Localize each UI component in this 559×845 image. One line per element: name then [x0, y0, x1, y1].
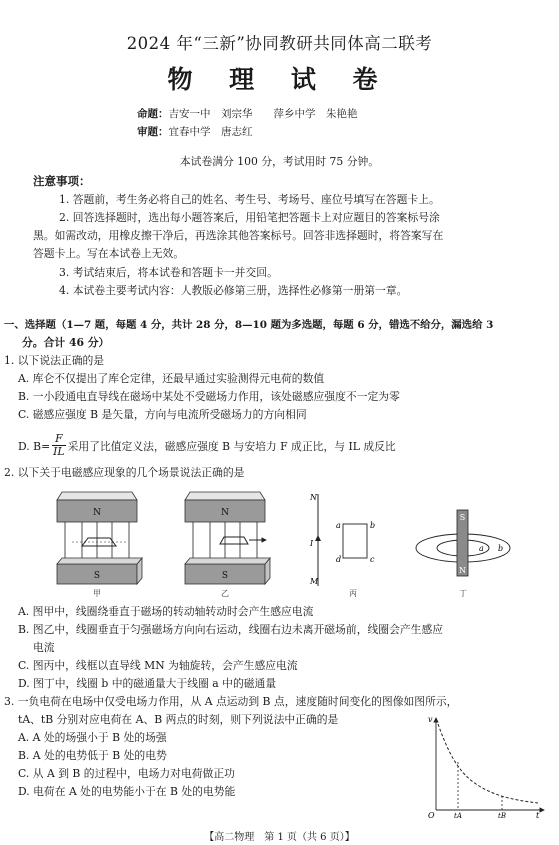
wire-m-label: M [310, 577, 319, 586]
figure-jia [57, 492, 142, 598]
origin-label: O [428, 811, 435, 818]
magnet-s-label: S [459, 513, 466, 522]
t-axis-label: t [536, 811, 540, 818]
notice-item: 4. 本试卷主要考试内容：人教版必修第三册，选择性必修第一册第一章。 [59, 284, 408, 297]
frame-b-label: b [370, 521, 376, 530]
frame-c-label: c [370, 555, 375, 564]
q2-stem: 2. 以下关于电磁感应现象的几个场景说法正确的是 [4, 466, 245, 479]
reviewers-line [137, 124, 253, 139]
frame-d-label: d [336, 555, 342, 564]
s-pole-label: S [221, 571, 229, 581]
q2-option-a: A. 图甲中，线圈绕垂直于磁场的转动轴转动时会产生感应电流 [18, 605, 314, 618]
fraction [52, 433, 65, 458]
coil [220, 537, 248, 544]
tb-label: tB [498, 812, 506, 818]
q2-figures [20, 488, 550, 600]
s-pole-label: S [93, 571, 101, 581]
reviewers: 宜春中学 唐志红 [168, 126, 253, 138]
proposer-label: 命题： [137, 108, 169, 120]
figure-ding [416, 510, 510, 598]
wire-frame [343, 524, 367, 558]
velocity-curve [438, 724, 538, 803]
q3-stem-cont: tA、tB 分别对应电荷在 A、B 两点的时刻，则下列说法中正确的是 [18, 713, 339, 726]
q1-option-d [18, 434, 396, 459]
notice-heading: 注意事项： [33, 174, 91, 188]
q1-stem: 1. 以下说法正确的是 [4, 354, 105, 367]
magnet-n-label: N [459, 566, 466, 575]
q1-option-a: A. 库仑不仅提出了库仑定律，还最早通过实验测得元电荷的数值 [18, 372, 325, 385]
q1-d-prefix: D. B= [18, 440, 51, 453]
current-label: I [310, 539, 314, 548]
notice-item: 2. 回答选择题时，选出每小题答案后，用铅笔把答题卡上对应题目的答案标号涂 [59, 211, 440, 224]
exam-title: 2024 年“三新”协同教研共同体高二联考 [126, 34, 433, 53]
section-heading-cont: 分。合计 46 分） [22, 336, 110, 349]
q1-option-b: B. 一小段通电直导线在磁场中某处不受磁场力作用，该处磁感应强度不一定为零 [18, 390, 400, 403]
notice-item: 3. 考试结束后，将本试卷和答题卡一并交回。 [59, 266, 278, 279]
fraction-denominator: IL [53, 445, 65, 458]
reviewer-label: 审题： [137, 126, 169, 138]
coil-a-label: a [479, 544, 484, 553]
notice-item: 黑。如需改动，用橡皮擦干净后，再选涂其他答案标号。回答非选择题时，将答案写在 [33, 229, 444, 242]
frame-a-label: a [336, 521, 341, 530]
q3-option-d: D. 电荷在 A 处的电势能小于在 B 处的电势能 [18, 785, 236, 798]
q3-option-b: B. A 处的电势低于 B 处的电势 [18, 749, 167, 762]
ta-label: tA [454, 812, 462, 818]
figure-label: 丁 [459, 589, 467, 598]
q3-option-a: A. A 处的场强小于 B 处的场强 [18, 731, 167, 744]
figure-label: 丙 [349, 589, 357, 598]
q2-option-b-cont: 电流 [33, 641, 55, 654]
q1-option-c: C. 磁感应强度 B 是矢量，方向与电流所受磁场力的方向相同 [18, 408, 307, 421]
page-footer: 【高二物理 第 1 页（共 6 页）】 [204, 832, 355, 843]
q3-option-c: C. 从 A 到 B 的过程中，电场力对电荷做正功 [18, 767, 235, 780]
vt-graph [420, 712, 550, 818]
exam-info: 本试卷满分 100 分，考试用时 75 分钟。 [179, 155, 380, 168]
coil [82, 538, 116, 546]
n-pole-label: N [221, 508, 229, 518]
figure-label: 乙 [221, 589, 229, 598]
figure-label: 甲 [93, 589, 101, 598]
q3-stem: 3. 一负电荷在电场中仅受电场力作用，从 A 点运动到 B 点，速度随时间变化的图像如图所示， [4, 695, 458, 708]
fraction-numerator: F [55, 432, 63, 445]
q2-option-c: C. 图丙中，线框以直导线 MN 为轴旋转，会产生感应电流 [18, 659, 298, 672]
coil-b-label: b [498, 544, 504, 553]
figure-bing [309, 493, 375, 598]
notice-item: 答题卡上。写在本试卷上无效。 [33, 247, 185, 260]
proposers-line [137, 106, 358, 121]
n-pole-label: N [93, 508, 101, 518]
subject-title: 物 理 试 卷 [167, 65, 392, 94]
wire-n-label: N [310, 493, 317, 502]
q1-d-suffix: 采用了比值定义法，磁感应强度 B 与安培力 F 成正比，与 IL 成反比 [67, 440, 396, 453]
section-heading: 一、选择题（1—7 题，每题 4 分，共计 28 分，8—10 题为多选题，每题 6 分，错选不给分，漏选给 3 [4, 319, 494, 331]
figure-yi [185, 492, 270, 598]
proposers: 吉安一中 刘宗华 萍乡中学 朱艳艳 [168, 108, 358, 120]
v-axis-label: v [428, 715, 433, 724]
q2-option-d: D. 图丁中，线圈 b 中的磁通量大于线圈 a 中的磁通量 [18, 677, 277, 690]
q2-option-b: B. 图乙中，线圈垂直于匀强磁场方向向右运动，线圈右边未离开磁场前，线圈会产生感应 [18, 623, 444, 636]
notice-item: 1. 答题前，考生务必将自己的姓名、考生号、考场号、座位号填写在答题卡上。 [59, 193, 440, 206]
